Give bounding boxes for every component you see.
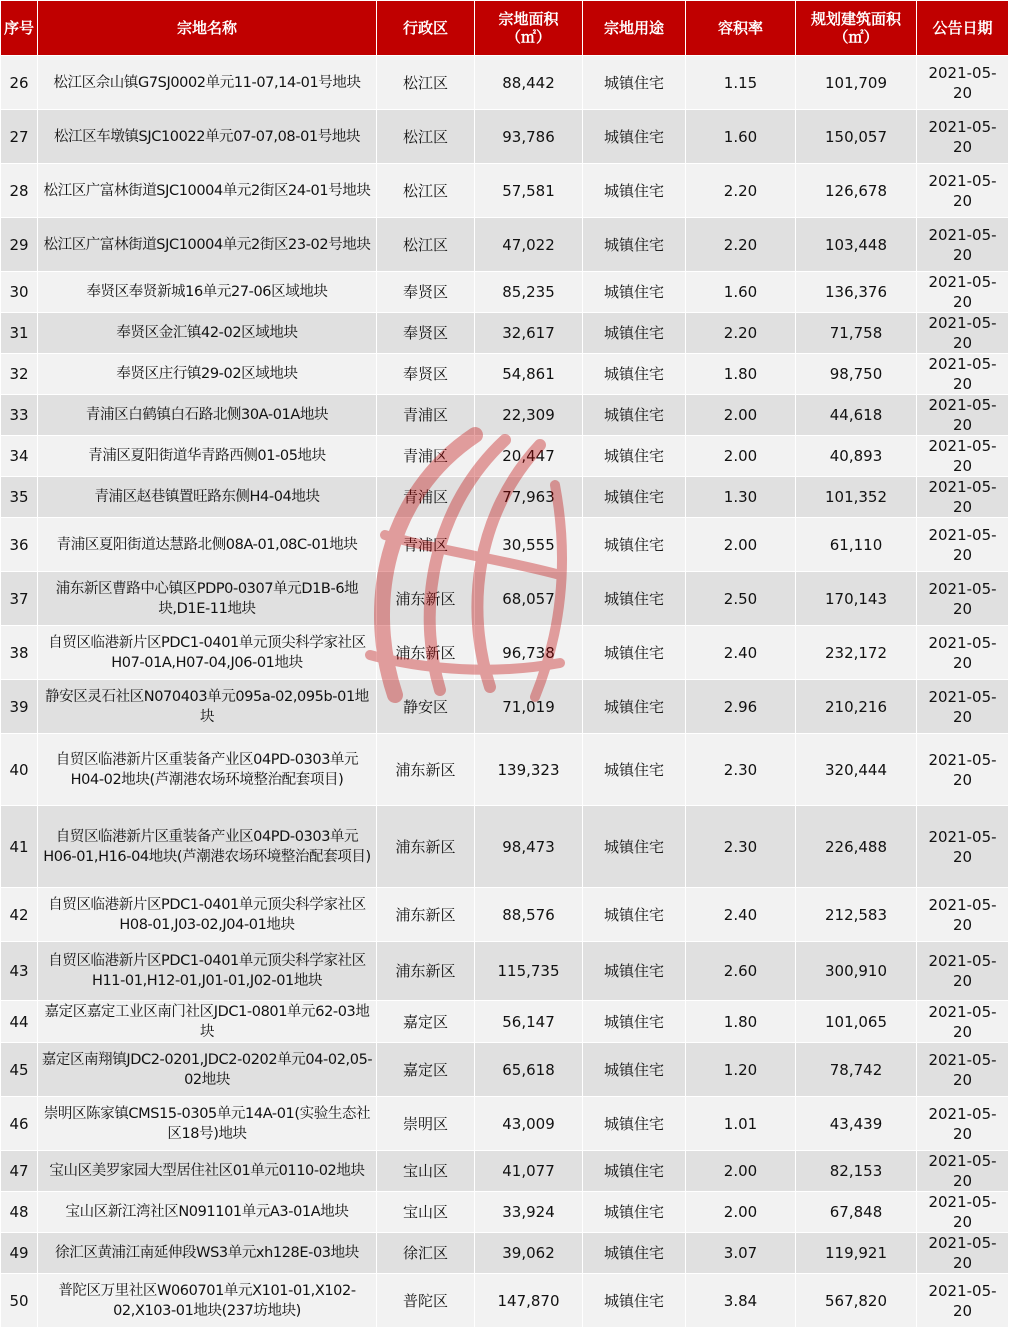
cell-far: 2.40 <box>686 626 796 680</box>
cell-gfa: 150,057 <box>796 110 917 164</box>
cell-seq: 28 <box>1 164 38 218</box>
cell-usage: 城镇住宅 <box>583 888 686 942</box>
cell-usage: 城镇住宅 <box>583 395 686 436</box>
header-gfa <box>796 1 917 56</box>
cell-date: 2021-05-20 <box>917 680 1009 734</box>
cell-gfa: 170,143 <box>796 572 917 626</box>
table-row <box>1 942 1009 1001</box>
cell-date: 2021-05-20 <box>917 888 1009 942</box>
cell-far: 2.00 <box>686 436 796 477</box>
cell-gfa: 101,709 <box>796 56 917 110</box>
cell-area: 65,618 <box>475 1043 583 1097</box>
cell-gfa: 103,448 <box>796 218 917 272</box>
cell-gfa: 67,848 <box>796 1192 917 1233</box>
cell-seq: 35 <box>1 477 38 518</box>
cell-parcel-name: 松江区车墩镇SJC10022单元07-07,08-01号地块 <box>38 110 377 164</box>
cell-parcel-name: 自贸区临港新片区PDC1-0401单元顶尖科学家社区H11-01,H12-01,J01-01,J02-01地块 <box>38 942 377 1001</box>
cell-date: 2021-05-20 <box>917 354 1009 395</box>
cell-far: 1.60 <box>686 110 796 164</box>
cell-area: 39,062 <box>475 1233 583 1274</box>
cell-far: 1.15 <box>686 56 796 110</box>
table-row <box>1 1233 1009 1274</box>
cell-parcel-name: 嘉定区嘉定工业区南门社区JDC1-0801单元62-03地块 <box>38 1001 377 1043</box>
cell-area: 93,786 <box>475 110 583 164</box>
cell-usage: 城镇住宅 <box>583 680 686 734</box>
cell-gfa: 61,110 <box>796 518 917 572</box>
cell-area: 115,735 <box>475 942 583 1001</box>
cell-seq: 26 <box>1 56 38 110</box>
cell-usage: 城镇住宅 <box>583 1192 686 1233</box>
cell-far: 2.00 <box>686 518 796 572</box>
cell-area: 147,870 <box>475 1274 583 1328</box>
header-seq: 序号 <box>1 1 38 56</box>
cell-usage: 城镇住宅 <box>583 110 686 164</box>
cell-area: 47,022 <box>475 218 583 272</box>
header-gfa-label: 规划建筑面积 <box>810 10 901 28</box>
cell-gfa: 320,444 <box>796 734 917 806</box>
table-row <box>1 272 1009 313</box>
cell-far: 2.20 <box>686 164 796 218</box>
cell-seq: 40 <box>1 734 38 806</box>
cell-date: 2021-05-20 <box>917 572 1009 626</box>
table-row <box>1 1043 1009 1097</box>
cell-area: 56,147 <box>475 1001 583 1043</box>
cell-seq: 32 <box>1 354 38 395</box>
cell-area: 22,309 <box>475 395 583 436</box>
cell-parcel-name: 自贸区临港新片区重装备产业区04PD-0303单元H06-01,H16-04地块(芦潮港农场环境整治配套项目) <box>38 806 377 888</box>
cell-gfa: 44,618 <box>796 395 917 436</box>
cell-district: 青浦区 <box>377 518 475 572</box>
cell-usage: 城镇住宅 <box>583 1274 686 1328</box>
cell-date: 2021-05-20 <box>917 518 1009 572</box>
cell-usage: 城镇住宅 <box>583 436 686 477</box>
cell-district: 崇明区 <box>377 1097 475 1151</box>
cell-parcel-name: 奉贤区奉贤新城16单元27-06区域地块 <box>38 272 377 313</box>
table-row <box>1 56 1009 110</box>
cell-area: 33,924 <box>475 1192 583 1233</box>
cell-date: 2021-05-20 <box>917 218 1009 272</box>
cell-usage: 城镇住宅 <box>583 626 686 680</box>
table-row <box>1 1151 1009 1192</box>
cell-gfa: 82,153 <box>796 1151 917 1192</box>
table-body <box>1 56 1009 1328</box>
cell-date: 2021-05-20 <box>917 734 1009 806</box>
cell-gfa: 71,758 <box>796 313 917 354</box>
cell-district: 浦东新区 <box>377 572 475 626</box>
cell-far: 2.96 <box>686 680 796 734</box>
cell-district: 嘉定区 <box>377 1001 475 1043</box>
cell-usage: 城镇住宅 <box>583 56 686 110</box>
cell-usage: 城镇住宅 <box>583 1001 686 1043</box>
cell-usage: 城镇住宅 <box>583 1043 686 1097</box>
cell-usage: 城镇住宅 <box>583 1151 686 1192</box>
cell-parcel-name: 宝山区美罗家园大型居住社区01单元0110-02地块 <box>38 1151 377 1192</box>
table-row <box>1 1001 1009 1043</box>
cell-far: 1.20 <box>686 1043 796 1097</box>
cell-far: 2.00 <box>686 1151 796 1192</box>
cell-district: 松江区 <box>377 56 475 110</box>
cell-far: 2.50 <box>686 572 796 626</box>
cell-area: 41,077 <box>475 1151 583 1192</box>
table-row <box>1 626 1009 680</box>
table-row <box>1 110 1009 164</box>
cell-area: 68,057 <box>475 572 583 626</box>
cell-seq: 41 <box>1 806 38 888</box>
cell-date: 2021-05-20 <box>917 806 1009 888</box>
cell-seq: 44 <box>1 1001 38 1043</box>
cell-parcel-name: 青浦区夏阳街道达慧路北侧08A-01,08C-01地块 <box>38 518 377 572</box>
cell-far: 2.20 <box>686 313 796 354</box>
cell-usage: 城镇住宅 <box>583 272 686 313</box>
table-header-row <box>1 1 1009 56</box>
cell-district: 青浦区 <box>377 436 475 477</box>
cell-date: 2021-05-20 <box>917 1192 1009 1233</box>
cell-area: 57,581 <box>475 164 583 218</box>
table-row <box>1 218 1009 272</box>
cell-seq: 39 <box>1 680 38 734</box>
cell-district: 青浦区 <box>377 395 475 436</box>
cell-gfa: 78,742 <box>796 1043 917 1097</box>
cell-usage: 城镇住宅 <box>583 218 686 272</box>
cell-seq: 34 <box>1 436 38 477</box>
cell-district: 青浦区 <box>377 477 475 518</box>
cell-area: 54,861 <box>475 354 583 395</box>
header-date: 公告日期 <box>917 1 1009 56</box>
cell-parcel-name: 奉贤区金汇镇42-02区域地块 <box>38 313 377 354</box>
cell-district: 浦东新区 <box>377 626 475 680</box>
cell-district: 松江区 <box>377 110 475 164</box>
table-row <box>1 806 1009 888</box>
cell-far: 2.30 <box>686 734 796 806</box>
table-row <box>1 518 1009 572</box>
cell-area: 85,235 <box>475 272 583 313</box>
table-row <box>1 477 1009 518</box>
cell-district: 奉贤区 <box>377 354 475 395</box>
cell-parcel-name: 奉贤区庄行镇29-02区域地块 <box>38 354 377 395</box>
cell-date: 2021-05-20 <box>917 626 1009 680</box>
cell-date: 2021-05-20 <box>917 1151 1009 1192</box>
cell-seq: 37 <box>1 572 38 626</box>
cell-seq: 50 <box>1 1274 38 1328</box>
cell-far: 2.20 <box>686 218 796 272</box>
header-far: 容积率 <box>686 1 796 56</box>
cell-gfa: 98,750 <box>796 354 917 395</box>
cell-date: 2021-05-20 <box>917 1001 1009 1043</box>
cell-district: 徐汇区 <box>377 1233 475 1274</box>
cell-parcel-name: 崇明区陈家镇CMS15-0305单元14A-01(实验生态社区18号)地块 <box>38 1097 377 1151</box>
cell-usage: 城镇住宅 <box>583 1097 686 1151</box>
cell-district: 松江区 <box>377 164 475 218</box>
cell-area: 30,555 <box>475 518 583 572</box>
table-row <box>1 734 1009 806</box>
cell-far: 2.00 <box>686 395 796 436</box>
cell-gfa: 212,583 <box>796 888 917 942</box>
cell-district: 浦东新区 <box>377 942 475 1001</box>
cell-seq: 48 <box>1 1192 38 1233</box>
header-area-unit: （㎡） <box>505 28 551 46</box>
cell-seq: 27 <box>1 110 38 164</box>
cell-gfa: 101,065 <box>796 1001 917 1043</box>
cell-far: 2.00 <box>686 1192 796 1233</box>
cell-far: 1.80 <box>686 354 796 395</box>
cell-district: 静安区 <box>377 680 475 734</box>
cell-parcel-name: 自贸区临港新片区重装备产业区04PD-0303单元H04-02地块(芦潮港农场环境整治配套项目) <box>38 734 377 806</box>
cell-district: 浦东新区 <box>377 734 475 806</box>
table-row <box>1 354 1009 395</box>
cell-usage: 城镇住宅 <box>583 572 686 626</box>
cell-date: 2021-05-20 <box>917 436 1009 477</box>
cell-seq: 31 <box>1 313 38 354</box>
cell-date: 2021-05-20 <box>917 56 1009 110</box>
cell-date: 2021-05-20 <box>917 1274 1009 1328</box>
table-row <box>1 1192 1009 1233</box>
cell-gfa: 40,893 <box>796 436 917 477</box>
cell-seq: 30 <box>1 272 38 313</box>
cell-area: 43,009 <box>475 1097 583 1151</box>
cell-usage: 城镇住宅 <box>583 477 686 518</box>
cell-date: 2021-05-20 <box>917 477 1009 518</box>
cell-seq: 36 <box>1 518 38 572</box>
header-area-label: 宗地面积 <box>498 10 559 28</box>
cell-usage: 城镇住宅 <box>583 1233 686 1274</box>
cell-parcel-name: 嘉定区南翔镇JDC2-0201,JDC2-0202单元04-02,05-02地块 <box>38 1043 377 1097</box>
cell-area: 77,963 <box>475 477 583 518</box>
cell-gfa: 126,678 <box>796 164 917 218</box>
cell-gfa: 43,439 <box>796 1097 917 1151</box>
table-row <box>1 436 1009 477</box>
cell-seq: 43 <box>1 942 38 1001</box>
cell-parcel-name: 浦东新区曹路中心镇区PDP0-0307单元D1B-6地块,D1E-11地块 <box>38 572 377 626</box>
cell-seq: 47 <box>1 1151 38 1192</box>
table-row <box>1 888 1009 942</box>
cell-date: 2021-05-20 <box>917 395 1009 436</box>
cell-area: 96,738 <box>475 626 583 680</box>
cell-usage: 城镇住宅 <box>583 164 686 218</box>
cell-parcel-name: 松江区广富林街道SJC10004单元2街区24-01号地块 <box>38 164 377 218</box>
cell-far: 2.40 <box>686 888 796 942</box>
cell-far: 1.80 <box>686 1001 796 1043</box>
cell-gfa: 136,376 <box>796 272 917 313</box>
cell-usage: 城镇住宅 <box>583 734 686 806</box>
table-row <box>1 395 1009 436</box>
cell-date: 2021-05-20 <box>917 1233 1009 1274</box>
cell-seq: 29 <box>1 218 38 272</box>
cell-gfa: 567,820 <box>796 1274 917 1328</box>
cell-parcel-name: 青浦区赵巷镇置旺路东侧H4-04地块 <box>38 477 377 518</box>
cell-far: 1.60 <box>686 272 796 313</box>
cell-gfa: 226,488 <box>796 806 917 888</box>
cell-date: 2021-05-20 <box>917 164 1009 218</box>
cell-date: 2021-05-20 <box>917 942 1009 1001</box>
cell-parcel-name: 静安区灵石社区N070403单元095a-02,095b-01地块 <box>38 680 377 734</box>
table-row <box>1 1097 1009 1151</box>
header-usage: 宗地用途 <box>583 1 686 56</box>
cell-gfa: 101,352 <box>796 477 917 518</box>
cell-usage: 城镇住宅 <box>583 354 686 395</box>
cell-usage: 城镇住宅 <box>583 942 686 1001</box>
header-name: 宗地名称 <box>38 1 377 56</box>
cell-district: 奉贤区 <box>377 272 475 313</box>
cell-date: 2021-05-20 <box>917 1097 1009 1151</box>
header-area <box>475 1 583 56</box>
cell-area: 71,019 <box>475 680 583 734</box>
cell-gfa: 119,921 <box>796 1233 917 1274</box>
cell-parcel-name: 徐汇区黄浦江南延伸段WS3单元xh128E-03地块 <box>38 1233 377 1274</box>
cell-far: 2.60 <box>686 942 796 1001</box>
cell-date: 2021-05-20 <box>917 110 1009 164</box>
cell-gfa: 300,910 <box>796 942 917 1001</box>
table-row <box>1 680 1009 734</box>
cell-usage: 城镇住宅 <box>583 518 686 572</box>
cell-usage: 城镇住宅 <box>583 806 686 888</box>
cell-district: 宝山区 <box>377 1151 475 1192</box>
cell-district: 奉贤区 <box>377 313 475 354</box>
cell-parcel-name: 普陀区万里社区W060701单元X101-01,X102-02,X103-01地块(237坊地块) <box>38 1274 377 1328</box>
table-row <box>1 1274 1009 1328</box>
cell-far: 3.07 <box>686 1233 796 1274</box>
header-district: 行政区 <box>377 1 475 56</box>
cell-gfa: 232,172 <box>796 626 917 680</box>
cell-far: 1.30 <box>686 477 796 518</box>
cell-area: 20,447 <box>475 436 583 477</box>
cell-seq: 38 <box>1 626 38 680</box>
cell-district: 普陀区 <box>377 1274 475 1328</box>
cell-parcel-name: 松江区佘山镇G7SJ0002单元11-07,14-01号地块 <box>38 56 377 110</box>
cell-parcel-name: 自贸区临港新片区PDC1-0401单元顶尖科学家社区H08-01,J03-02,J04-01地块 <box>38 888 377 942</box>
cell-parcel-name: 宝山区新江湾社区N091101单元A3-01A地块 <box>38 1192 377 1233</box>
cell-parcel-name: 松江区广富林街道SJC10004单元2街区23-02号地块 <box>38 218 377 272</box>
cell-district: 宝山区 <box>377 1192 475 1233</box>
cell-district: 浦东新区 <box>377 888 475 942</box>
cell-date: 2021-05-20 <box>917 272 1009 313</box>
cell-seq: 46 <box>1 1097 38 1151</box>
cell-date: 2021-05-20 <box>917 1043 1009 1097</box>
cell-district: 嘉定区 <box>377 1043 475 1097</box>
cell-seq: 42 <box>1 888 38 942</box>
cell-area: 88,442 <box>475 56 583 110</box>
table-row <box>1 572 1009 626</box>
cell-parcel-name: 青浦区白鹤镇白石路北侧30A-01A地块 <box>38 395 377 436</box>
cell-area: 139,323 <box>475 734 583 806</box>
cell-parcel-name: 青浦区夏阳街道华青路西侧01-05地块 <box>38 436 377 477</box>
cell-area: 88,576 <box>475 888 583 942</box>
cell-seq: 33 <box>1 395 38 436</box>
cell-district: 浦东新区 <box>377 806 475 888</box>
cell-parcel-name: 自贸区临港新片区PDC1-0401单元顶尖科学家社区H07-01A,H07-04,J06-01地块 <box>38 626 377 680</box>
cell-district: 松江区 <box>377 218 475 272</box>
cell-usage: 城镇住宅 <box>583 313 686 354</box>
table-row <box>1 164 1009 218</box>
table-row <box>1 313 1009 354</box>
cell-seq: 45 <box>1 1043 38 1097</box>
cell-area: 32,617 <box>475 313 583 354</box>
cell-gfa: 210,216 <box>796 680 917 734</box>
cell-far: 1.01 <box>686 1097 796 1151</box>
cell-seq: 49 <box>1 1233 38 1274</box>
cell-far: 2.30 <box>686 806 796 888</box>
header-gfa-unit: （㎡） <box>833 28 879 46</box>
cell-far: 3.84 <box>686 1274 796 1328</box>
cell-date: 2021-05-20 <box>917 313 1009 354</box>
cell-area: 98,473 <box>475 806 583 888</box>
